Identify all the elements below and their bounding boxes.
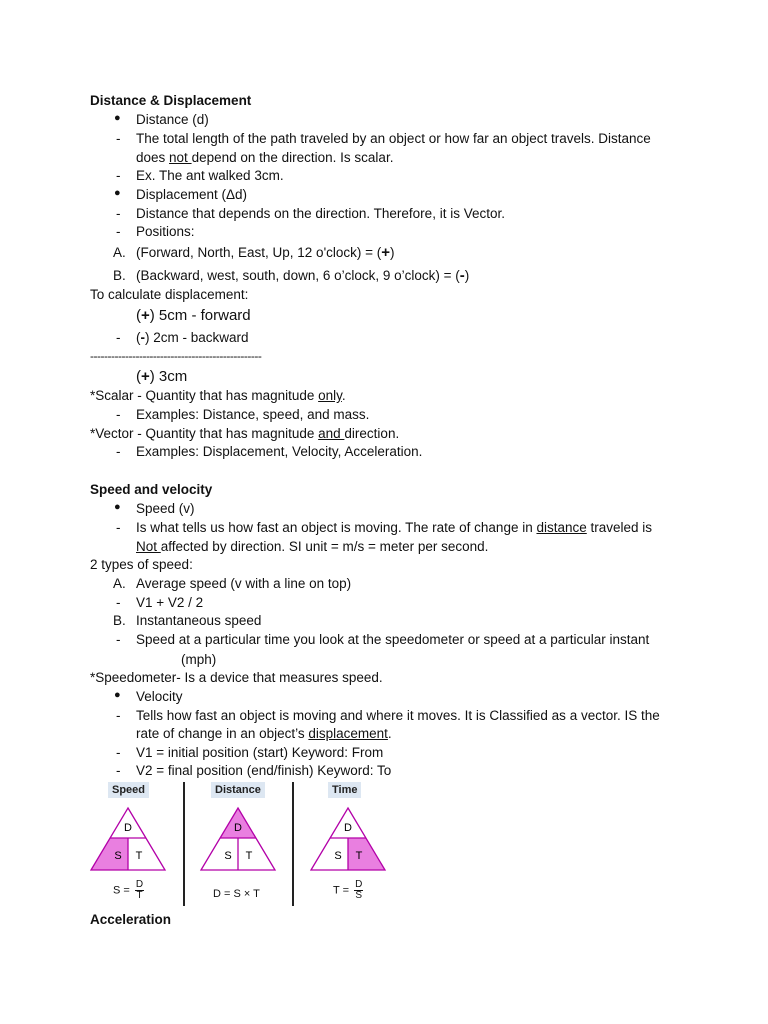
- list-item: Average speed (v with a line on top): [136, 576, 352, 591]
- list-item: Positions:: [136, 224, 195, 239]
- list-item: Examples: Displacement, Velocity, Acceleration.: [136, 444, 423, 459]
- paragraph: 2 types of speed:: [90, 557, 193, 572]
- paragraph: *Scalar - Quantity that has magnitude only.: [90, 388, 346, 403]
- list-marker-a: A.: [113, 245, 126, 260]
- tab-speed-label: Speed: [108, 782, 149, 798]
- list-item-continued: does not depend on the direction. Is scalar.: [136, 150, 394, 165]
- letter-t: T: [135, 850, 143, 862]
- tab-distance-label: Distance: [211, 782, 265, 798]
- bullet-marker: ●: [114, 187, 121, 199]
- list-item: Speed at a particular time you look at the speedometer or speed at a particular instant: [136, 632, 650, 647]
- letter-t: T: [245, 850, 253, 862]
- formula-time: T = $\frac{D}{S}$: [333, 879, 363, 901]
- triangle-graphics: [88, 782, 388, 877]
- region-t: [128, 838, 165, 870]
- list-item: (Backward, west, south, down, 6 o’clock, 9 o’clock) = (-): [136, 267, 470, 284]
- dash-marker: -: [116, 444, 121, 459]
- letter-s: S: [224, 850, 232, 862]
- dash-marker: -: [116, 763, 121, 778]
- list-item: V1 = initial position (start) Keyword: From: [136, 745, 384, 760]
- dash-marker: -: [116, 632, 121, 647]
- paragraph: To calculate displacement:: [90, 287, 249, 302]
- dst-triangle-diagram: [88, 782, 388, 912]
- dash-marker: -: [116, 330, 121, 345]
- dash-marker: -: [116, 520, 121, 535]
- dash-marker: -: [116, 745, 121, 760]
- list-item-continued: rate of change in an object’s displacement.: [136, 726, 392, 741]
- list-item: Instantaneous speed: [136, 613, 262, 628]
- list-item-continued: (mph): [181, 652, 217, 667]
- region-s: [91, 838, 128, 870]
- list-item: Tells how fast an object is moving and where it moves. It is Classified as a vector. IS the: [136, 708, 660, 723]
- heading-distance-displacement: Distance & Displacement: [90, 93, 252, 108]
- heading-acceleration: Acceleration: [90, 912, 172, 927]
- letter-s: S: [334, 850, 342, 862]
- list-item-continued: Not affected by direction. SI unit = m/s = meter per second.: [136, 539, 489, 554]
- letter-d: D: [344, 822, 352, 834]
- list-item: Displacement (Δd): [136, 187, 248, 202]
- distance-triangle: [201, 808, 275, 870]
- list-item: (Forward, North, East, Up, 12 o'clock) = (+): [136, 244, 395, 261]
- dash-marker: -: [116, 595, 121, 610]
- list-item: Distance (d): [136, 112, 209, 127]
- list-item: V2 = final position (end/finish) Keyword: To: [136, 763, 392, 778]
- bullet-marker: ●: [114, 689, 121, 701]
- list-item: Distance that depends on the direction. Therefore, it is Vector.: [136, 206, 505, 221]
- list-item: Is what tells us how fast an object is moving. The rate of change in distance traveled is: [136, 520, 653, 535]
- divider-rule: -------------------------------------------------: [90, 349, 262, 363]
- tab-time-label: Time: [328, 782, 361, 798]
- region-t: [348, 838, 385, 870]
- list-item: Velocity: [136, 689, 183, 704]
- region-t: [238, 838, 275, 870]
- dash-marker: -: [116, 224, 121, 239]
- letter-d: D: [124, 822, 132, 834]
- heading-speed-velocity: Speed and velocity: [90, 482, 213, 497]
- region-s: [201, 838, 238, 870]
- paragraph: *Speedometer- Is a device that measures speed.: [90, 670, 383, 685]
- letter-t: T: [355, 850, 363, 862]
- paragraph: *Vector - Quantity that has magnitude and direction.: [90, 426, 400, 441]
- time-triangle: [311, 808, 385, 870]
- bullet-marker: ●: [114, 501, 121, 513]
- list-marker-a: A.: [113, 576, 126, 591]
- list-item: Ex. The ant walked 3cm.: [136, 168, 284, 183]
- bullet-marker: ●: [114, 112, 121, 124]
- list-item: The total length of the path traveled by an object or how far an object travels. Distance: [136, 131, 651, 146]
- list-marker-b: B.: [113, 613, 126, 628]
- letter-d: D: [234, 822, 242, 834]
- dash-marker: -: [116, 131, 121, 146]
- dash-marker: -: [116, 168, 121, 183]
- speed-triangle: [91, 808, 165, 870]
- formula-distance: D = S × T: [213, 888, 260, 900]
- dash-marker: -: [116, 206, 121, 221]
- dash-marker: -: [116, 407, 121, 422]
- calc-line: (+) 5cm - forward: [136, 307, 251, 324]
- calc-line: (-) 2cm - backward: [136, 330, 249, 345]
- list-item: Speed (v): [136, 501, 195, 516]
- list-marker-b: B.: [113, 268, 126, 283]
- calc-result: (+) 3cm: [136, 368, 188, 385]
- dash-marker: -: [116, 708, 121, 723]
- region-s: [311, 838, 348, 870]
- list-item: Examples: Distance, speed, and mass.: [136, 407, 370, 422]
- letter-s: S: [114, 850, 122, 862]
- list-item: V1 + V2 / 2: [136, 595, 204, 610]
- formula-speed: S = $\frac{D}{T}$: [113, 879, 144, 901]
